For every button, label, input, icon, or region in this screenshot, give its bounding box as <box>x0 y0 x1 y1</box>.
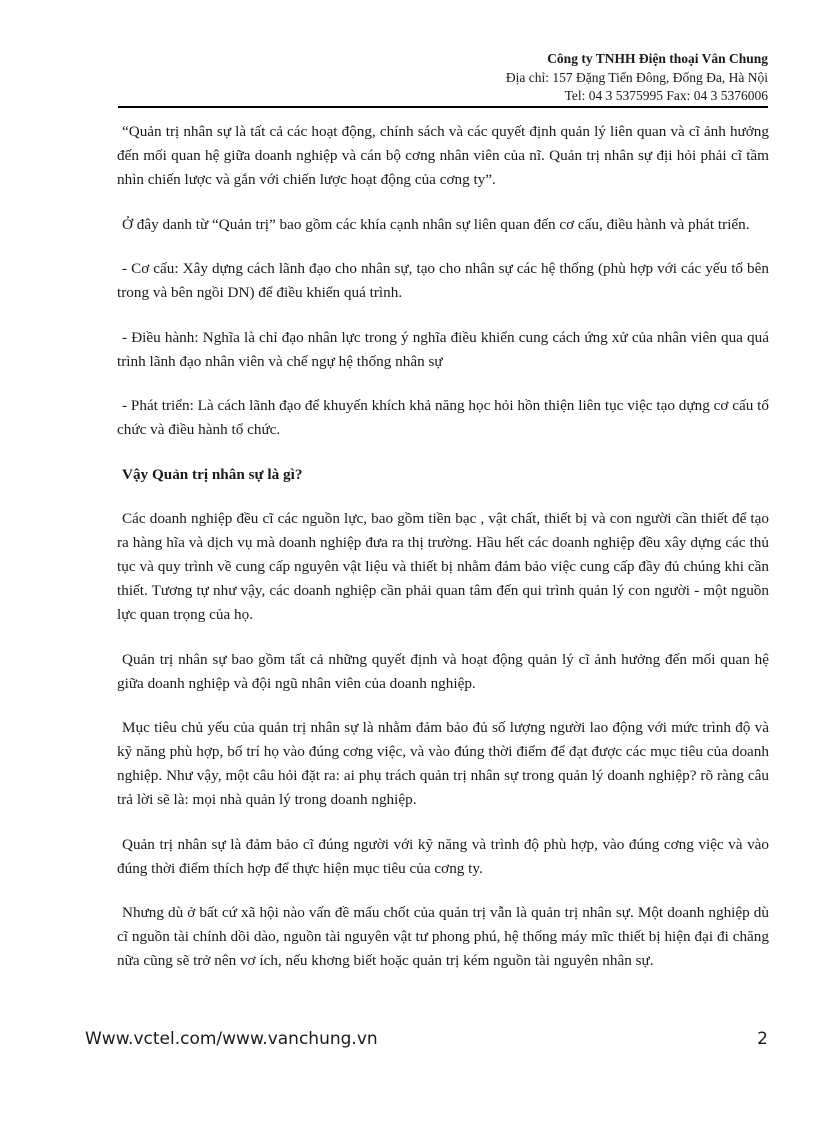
paragraph-development: - Phát triển: Là cách lãnh đạo để khuyến khích khả năng học hỏi hồn thiện liên tục việc tạo dựng cơ cấu tổ chức và điều hành tổ chức. <box>117 397 769 438</box>
company-address: Địa chỉ: 157 Đặng Tiến Đông, Đống Đa, Hà Nội <box>505 69 768 85</box>
page-header <box>118 50 768 106</box>
paragraph-resources: Các doanh nghiệp đều cĩ các nguồn lực, bao gồm tiền bạc , vật chất, thiết bị và con người cần thiết để tạo ra hàng hĩa và dịch vụ mà doanh nghiệp đưa ra thị trường. Hầu hết các doanh nghiệp đều xây dựng các thủ tục và quy trình về cung cấp nguyên vật liệu và thiết bị nhằm đảm bảo việc cung cấp đầy đủ chúng khi cần thiết. Tương tự như vậy, các doanh nghiệp cần phải quan tâm đến qui trình quản lý con người - một nguồn lực quan trọng của họ. <box>117 510 769 623</box>
paragraph-key-issue: Nhưng dù ở bất cứ xã hội nào vấn đề mấu chốt của quản trị vẫn là quản trị nhân sự. Một doanh nghiệp dù cĩ nguồn tài chính dồi dào, nguồn tài nguyên vật tư phong phú, hệ thống máy mĩc thiết bị hiện đại đi chăng nữa cũng sẽ trở nên vơ ích, nếu khơng biết hoặc quản trị kém nguồn tài nguyên nhân sự. <box>117 904 769 969</box>
paragraph-objectives: Mục tiêu chủ yếu của quản trị nhân sự là nhằm đảm bảo đủ số lượng người lao động với mức trình độ và kỹ năng phù hợp, bố trí họ vào đúng cơng việc, và vào đúng thời điểm để đạt được các mục tiêu của doanh nghiệp. Như vậy, một câu hỏi đặt ra: ai phụ trách quản trị nhân sự trong quản lý doanh nghiệp? rõ ràng câu trả lời sẽ là: mọi nhà quản lý trong doanh nghiệp. <box>117 719 769 808</box>
header-divider <box>118 106 768 108</box>
page-number: 2 <box>757 1029 768 1049</box>
paragraph-definition: “Quản trị nhân sự là tất cả các hoạt động, chính sách và các quyết định quản lý liên quan và cĩ ảnh hưởng đến mối quan hệ giữa doanh nghiệp và cán bộ cơng nhân viên của nĩ. Quản trị nhân sự địi hỏi phải cĩ tầm nhìn chiến lược và gắn với chiến lược hoạt động của cơng ty”. <box>117 123 769 188</box>
section-heading: Vậy Quản trị nhân sự là gì? <box>122 465 303 483</box>
paragraph-right-people: Quản trị nhân sự là đảm bảo cĩ đúng người với kỹ năng và trình độ phù hợp, vào đúng cơng việc và vào đúng thời điểm thích hợp để thực hiện mục tiêu của cơng ty. <box>117 835 769 877</box>
document-body <box>117 120 769 994</box>
page-footer <box>85 1029 768 1049</box>
footer-website: Www.vctel.com/www.vanchung.vn <box>85 1029 378 1049</box>
paragraph-management-term: Ở đây danh từ “Quản trị” bao gồm các khía cạnh nhân sự liên quan đến cơ cấu, điều hành và phát triển. <box>122 215 750 233</box>
company-contact: Tel: 04 3 5375995 Fax: 04 3 5376006 <box>564 88 768 103</box>
paragraph-operation: - Điều hành: Nghĩa là chỉ đạo nhân lực trong ý nghĩa điều khiển cung cách ứng xử của nhân viên qua quá trình lãnh đạo nhân viên và chế ngự hệ thống nhân sự <box>117 328 769 370</box>
paragraph-decisions: Quản trị nhân sự bao gồm tất cả những quyết định và hoạt động quản lý cĩ ảnh hưởng đến mối quan hệ giữa doanh nghiệp và đội ngũ nhân viên của doanh nghiệp. <box>117 650 769 692</box>
company-name: Công ty TNHH Điện thoại Vân Chung <box>547 51 768 66</box>
paragraph-structure: - Cơ cấu: Xây dựng cách lãnh đạo cho nhân sự, tạo cho nhân sự các hệ thống (phù hợp với các yếu tố bên trong và bên ngồi DN) để điều khiển quá trình. <box>117 260 769 301</box>
